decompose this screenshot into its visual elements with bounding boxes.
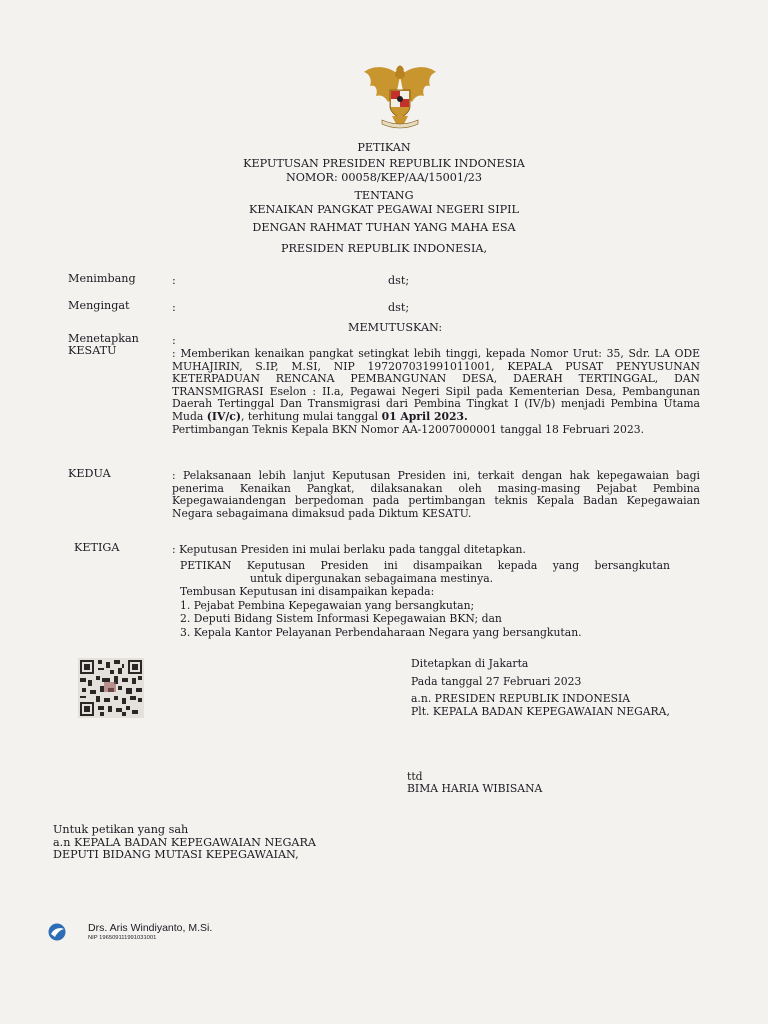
kedua-label: KEDUA	[68, 467, 111, 480]
menimbang-label: Menimbang	[68, 272, 136, 285]
mengingat-label: Mengingat	[68, 299, 130, 312]
kesatu-grade: (IV/c)	[206, 409, 241, 423]
certification-line3: DEPUTI BIDANG MUTASI KEPEGAWAIAN,	[53, 848, 299, 861]
header-tentang: TENTANG	[354, 189, 414, 202]
kedua-text: : Pelaksanaan lebih lanjut Keputusan Presiden ini, terkait dengan hak kepegawaian bagi penerima Kenaikan Pangkat, dilaksanakan oleh masing-masing Pejabat Pembina Kepegawaiandengan berpedoman pada pertimbangan teknis Kepala Badan Kepegawaian Negara sebagaimana dimaksud pada Diktum KESATU.	[172, 469, 700, 520]
tembusan-item-1: 1. Pejabat Pembina Kepegawaian yang bersangkutan;	[180, 599, 475, 612]
menetapkan-label: Menetapkan	[68, 332, 139, 345]
kesatu-effective: , terhitung mulai tanggal	[240, 409, 379, 423]
ketiga-text: : Keputusan Presiden ini mulai berlaku pada tanggal ditetapkan.	[172, 543, 526, 556]
signature-plt: Plt. KEPALA BADAN KEPEGAWAIAN NEGARA,	[411, 705, 670, 718]
header-decree-title: KEPUTUSAN PRESIDEN REPUBLIK INDONESIA	[243, 157, 525, 170]
header-president: PRESIDEN REPUBLIK INDONESIA,	[280, 242, 488, 255]
bsre-logo-icon	[46, 922, 68, 942]
signature-place: Ditetapkan di Jakarta	[411, 657, 529, 670]
certification-line2: a.n KEPALA BADAN KEPEGAWAIAN NEGARA	[53, 836, 316, 849]
menetapkan-colon: :	[172, 334, 176, 347]
header-invocation: DENGAN RAHMAT TUHAN YANG MAHA ESA	[252, 221, 516, 234]
garuda-emblem-icon	[360, 62, 440, 130]
signature-date: Pada tanggal 27 Februari 2023	[411, 675, 582, 688]
tembusan-heading: Tembusan Keputusan ini disampaikan kepada:	[180, 585, 435, 598]
official-name: Drs. Aris Windiyanto, M.Si.	[88, 922, 213, 934]
mengingat-value: dst;	[388, 301, 410, 314]
tembusan-item-2: 2. Deputi Bidang Sistem Informasi Kepegawaian BKN; dan	[180, 612, 502, 625]
header-subject: KENAIKAN PANGKAT PEGAWAI NEGERI SIPIL	[248, 203, 519, 216]
menimbang-colon: :	[172, 274, 176, 287]
signature-ttd: ttd	[407, 770, 423, 783]
certification-line1: Untuk petikan yang sah	[53, 823, 189, 836]
header-number: NOMOR: 00058/KEP/AA/15001/23	[285, 171, 483, 184]
kesatu-date: 01 April 2023.	[381, 409, 468, 423]
petikan-line1: PETIKAN Keputusan Presiden ini disampaikan kepada yang bersangkutan	[180, 559, 670, 572]
mengingat-colon: :	[172, 301, 176, 314]
kesatu-label: KESATU	[68, 344, 117, 357]
official-nip: NIP 196509111991031001	[88, 935, 157, 941]
kesatu-consideration: Pertimbangan Teknis Kepala BKN Nomor AA-12007000001 tanggal 18 Februari 2023.	[172, 422, 645, 436]
memutuskan-heading: MEMUTUSKAN:	[348, 321, 443, 334]
kesatu-text	[172, 348, 700, 436]
signature-an: a.n. PRESIDEN REPUBLIK INDONESIA	[411, 692, 631, 705]
petikan-line2: untuk dipergunakan sebagaimana mestinya.	[250, 572, 494, 585]
ketiga-label: KETIGA	[74, 541, 120, 554]
menimbang-value: dst;	[388, 274, 410, 287]
signatory-name: BIMA HARIA WIBISANA	[407, 782, 543, 795]
kesatu-body: : Memberikan kenaikan pangkat setingkat lebih tinggi, kepada Nomor Urut: 35, Sdr. LA ODE MUHAJIRIN, S.IP, M.SI, NIP 197207031991011001, KEPALA PUSAT PENYUSUNAN KETERPADUAN RENCANA PEMBANGUNAN DESA, DAERAH TERTINGGAL, DAN TRANSMIGRASI Eselon : II.a, Pegawai Negeri Sipil pada Kementerian Desa, Pembangunan Daerah Tertinggal Dan Transmigrasi dari Pembina Tingkat I (IV/b) menjadi Pembina Utama Muda	[172, 347, 700, 423]
tembusan-item-3: 3. Kepala Kantor Pelayanan Perbendaharaan Negara yang bersangkutan.	[180, 626, 582, 639]
qr-code-icon	[78, 658, 144, 718]
header-petikan: PETIKAN	[357, 141, 411, 154]
